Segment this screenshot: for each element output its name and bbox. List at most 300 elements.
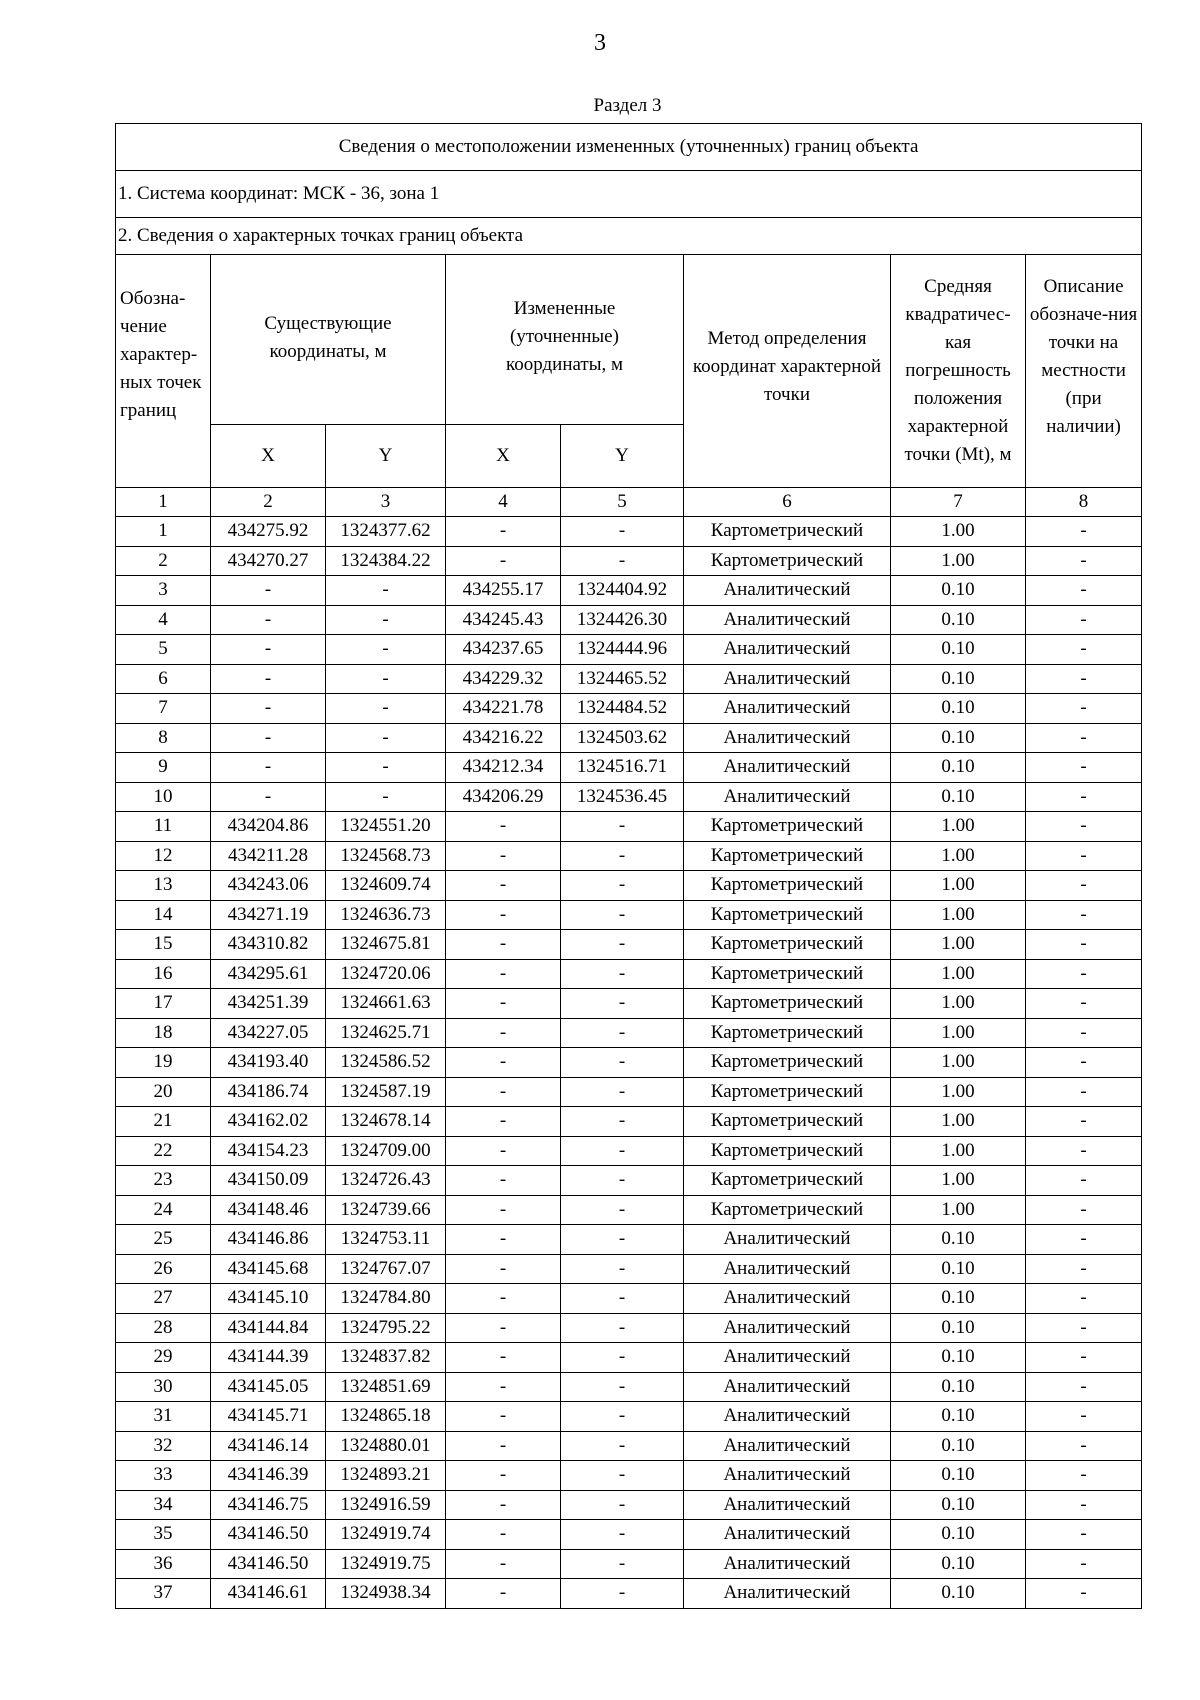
cell-method: Картометрический	[684, 959, 891, 989]
cell-mean-error: 0.10	[891, 1431, 1026, 1461]
cell-mean-error: 0.10	[891, 1225, 1026, 1255]
cell-method: Картометрический	[684, 812, 891, 842]
cell-changed-x: 434221.78	[446, 694, 561, 724]
cell-description: -	[1026, 1579, 1142, 1609]
cell-existing-x: 434251.39	[211, 989, 326, 1019]
cell-existing-x: 434211.28	[211, 841, 326, 871]
cell-point-number: 24	[116, 1195, 211, 1225]
table-row	[116, 959, 1142, 989]
cell-point-number: 28	[116, 1313, 211, 1343]
cell-changed-x: -	[446, 1549, 561, 1579]
cell-method: Аналитический	[684, 1343, 891, 1373]
cell-method: Картометрический	[684, 930, 891, 960]
cell-changed-y: -	[561, 1549, 684, 1579]
table-row	[116, 1461, 1142, 1491]
cell-description: -	[1026, 1225, 1142, 1255]
cell-method: Аналитический	[684, 1402, 891, 1432]
table-row	[116, 1372, 1142, 1402]
cell-description: -	[1026, 812, 1142, 842]
cell-point-number: 1	[116, 517, 211, 547]
cell-description: -	[1026, 664, 1142, 694]
cell-point-number: 10	[116, 782, 211, 812]
cell-existing-x: 434146.86	[211, 1225, 326, 1255]
cell-existing-y: 1324551.20	[326, 812, 446, 842]
cell-changed-x: -	[446, 959, 561, 989]
cell-point-number: 33	[116, 1461, 211, 1491]
cell-existing-y: 1324384.22	[326, 546, 446, 576]
cell-mean-error: 1.00	[891, 1018, 1026, 1048]
cell-changed-y: -	[561, 1520, 684, 1550]
cell-point-number: 35	[116, 1520, 211, 1550]
cell-description: -	[1026, 1461, 1142, 1491]
cell-existing-y: -	[326, 753, 446, 783]
cell-method: Аналитический	[684, 723, 891, 753]
cell-point-number: 20	[116, 1077, 211, 1107]
cell-changed-x: 434212.34	[446, 753, 561, 783]
cell-existing-x: 434145.05	[211, 1372, 326, 1402]
table-row	[116, 989, 1142, 1019]
cell-point-number: 22	[116, 1136, 211, 1166]
cell-description: -	[1026, 841, 1142, 871]
cell-point-number: 18	[116, 1018, 211, 1048]
cell-mean-error: 0.10	[891, 605, 1026, 635]
cell-method: Аналитический	[684, 694, 891, 724]
cell-existing-y: 1324726.43	[326, 1166, 446, 1196]
cell-changed-x: -	[446, 1284, 561, 1314]
cell-existing-x: 434204.86	[211, 812, 326, 842]
cell-existing-x: 434146.61	[211, 1579, 326, 1609]
cell-existing-y: -	[326, 694, 446, 724]
cell-point-number: 23	[116, 1166, 211, 1196]
cell-existing-x: 434270.27	[211, 546, 326, 576]
cell-changed-y: -	[561, 1372, 684, 1402]
cell-point-number: 6	[116, 664, 211, 694]
cell-changed-x: -	[446, 930, 561, 960]
cell-point-number: 2	[116, 546, 211, 576]
cell-mean-error: 1.00	[891, 812, 1026, 842]
cell-mean-error: 0.10	[891, 576, 1026, 606]
table-row	[116, 1048, 1142, 1078]
cell-description: -	[1026, 1372, 1142, 1402]
cell-point-number: 26	[116, 1254, 211, 1284]
cell-changed-y: -	[561, 546, 684, 576]
cell-existing-x: 434145.68	[211, 1254, 326, 1284]
table-row	[116, 517, 1142, 547]
cell-existing-y: -	[326, 635, 446, 665]
cell-changed-x: -	[446, 1077, 561, 1107]
cell-point-number: 27	[116, 1284, 211, 1314]
cell-existing-y: 1324661.63	[326, 989, 446, 1019]
cell-changed-x: 434206.29	[446, 782, 561, 812]
cell-description: -	[1026, 989, 1142, 1019]
cell-mean-error: 0.10	[891, 723, 1026, 753]
cell-changed-y: -	[561, 900, 684, 930]
cell-method: Аналитический	[684, 1490, 891, 1520]
cell-existing-y: 1324586.52	[326, 1048, 446, 1078]
points-heading: 2. Сведения о характерных точках границ объекта	[116, 218, 1142, 255]
cell-changed-y: -	[561, 1077, 684, 1107]
header-existing-x: X	[211, 425, 326, 488]
cell-method: Картометрический	[684, 1018, 891, 1048]
cell-changed-y: -	[561, 812, 684, 842]
cell-existing-y: 1324767.07	[326, 1254, 446, 1284]
cell-mean-error: 1.00	[891, 1107, 1026, 1137]
table-row	[116, 1313, 1142, 1343]
cell-changed-x: 434255.17	[446, 576, 561, 606]
cell-description: -	[1026, 1195, 1142, 1225]
cell-existing-y: 1324784.80	[326, 1284, 446, 1314]
cell-existing-x: 434243.06	[211, 871, 326, 901]
header-changed-coords: Измененные (уточненные) координаты, м	[446, 255, 684, 425]
cell-existing-x: 434162.02	[211, 1107, 326, 1137]
cell-mean-error: 0.10	[891, 1372, 1026, 1402]
cell-method: Аналитический	[684, 1372, 891, 1402]
table-row	[116, 664, 1142, 694]
cell-description: -	[1026, 1254, 1142, 1284]
column-number: 6	[684, 488, 891, 517]
table-row	[116, 1077, 1142, 1107]
cell-point-number: 29	[116, 1343, 211, 1373]
cell-existing-y: 1324837.82	[326, 1343, 446, 1373]
cell-changed-x: -	[446, 871, 561, 901]
cell-point-number: 32	[116, 1431, 211, 1461]
cell-existing-x: 434295.61	[211, 959, 326, 989]
cell-existing-y: -	[326, 782, 446, 812]
column-number: 7	[891, 488, 1026, 517]
cell-description: -	[1026, 1490, 1142, 1520]
cell-changed-y: -	[561, 1136, 684, 1166]
table-row	[116, 1195, 1142, 1225]
cell-changed-y: 1324404.92	[561, 576, 684, 606]
table-row	[116, 1490, 1142, 1520]
cell-point-number: 7	[116, 694, 211, 724]
cell-changed-x: 434229.32	[446, 664, 561, 694]
cell-changed-x: -	[446, 1107, 561, 1137]
cell-point-number: 36	[116, 1549, 211, 1579]
cell-point-number: 19	[116, 1048, 211, 1078]
cell-changed-x: -	[446, 812, 561, 842]
cell-changed-y: -	[561, 1225, 684, 1255]
cell-method: Аналитический	[684, 1431, 891, 1461]
cell-changed-x: -	[446, 1343, 561, 1373]
page-number: 3	[594, 30, 606, 56]
cell-changed-x: -	[446, 900, 561, 930]
cell-changed-x: 434237.65	[446, 635, 561, 665]
cell-changed-y: -	[561, 1402, 684, 1432]
cell-existing-y: 1324865.18	[326, 1402, 446, 1432]
cell-existing-y: 1324636.73	[326, 900, 446, 930]
cell-point-number: 17	[116, 989, 211, 1019]
cell-description: -	[1026, 1107, 1142, 1137]
cell-existing-x: 434146.50	[211, 1549, 326, 1579]
cell-point-number: 3	[116, 576, 211, 606]
cell-mean-error: 0.10	[891, 1549, 1026, 1579]
cell-description: -	[1026, 517, 1142, 547]
cell-changed-x: -	[446, 1254, 561, 1284]
cell-description: -	[1026, 1520, 1142, 1550]
cell-mean-error: 0.10	[891, 694, 1026, 724]
cell-description: -	[1026, 605, 1142, 635]
table-row	[116, 576, 1142, 606]
cell-changed-y: 1324503.62	[561, 723, 684, 753]
cell-changed-x: -	[446, 1520, 561, 1550]
table-row	[116, 635, 1142, 665]
cell-mean-error: 1.00	[891, 989, 1026, 1019]
cell-existing-x: 434144.84	[211, 1313, 326, 1343]
cell-existing-x: 434148.46	[211, 1195, 326, 1225]
cell-changed-y: -	[561, 1284, 684, 1314]
cell-mean-error: 0.10	[891, 1520, 1026, 1550]
cell-existing-x: -	[211, 782, 326, 812]
cell-existing-y: -	[326, 605, 446, 635]
cell-existing-y: 1324753.11	[326, 1225, 446, 1255]
cell-description: -	[1026, 1284, 1142, 1314]
cell-changed-x: -	[446, 1402, 561, 1432]
cell-existing-x: 434144.39	[211, 1343, 326, 1373]
cell-point-number: 8	[116, 723, 211, 753]
cell-existing-x: 434310.82	[211, 930, 326, 960]
table-row	[116, 694, 1142, 724]
cell-existing-y: 1324587.19	[326, 1077, 446, 1107]
cell-existing-x: -	[211, 635, 326, 665]
table-row	[116, 1254, 1142, 1284]
cell-existing-y: 1324938.34	[326, 1579, 446, 1609]
cell-point-number: 21	[116, 1107, 211, 1137]
cell-point-number: 9	[116, 753, 211, 783]
cell-existing-x: 434275.92	[211, 517, 326, 547]
cell-method: Аналитический	[684, 1549, 891, 1579]
cell-existing-y: -	[326, 723, 446, 753]
cell-description: -	[1026, 1048, 1142, 1078]
cell-existing-x: 434146.39	[211, 1461, 326, 1491]
cell-point-number: 34	[116, 1490, 211, 1520]
cell-changed-y: -	[561, 1166, 684, 1196]
cell-mean-error: 1.00	[891, 1166, 1026, 1196]
cell-point-number: 5	[116, 635, 211, 665]
cell-point-number: 30	[116, 1372, 211, 1402]
cell-mean-error: 0.10	[891, 1254, 1026, 1284]
cell-mean-error: 0.10	[891, 1579, 1026, 1609]
cell-description: -	[1026, 1402, 1142, 1432]
cell-method: Аналитический	[684, 782, 891, 812]
cell-existing-x: 434271.19	[211, 900, 326, 930]
table-row	[116, 1018, 1142, 1048]
cell-changed-x: -	[446, 1313, 561, 1343]
cell-changed-x: -	[446, 517, 561, 547]
cell-changed-y: -	[561, 517, 684, 547]
cell-existing-y: 1324720.06	[326, 959, 446, 989]
cell-existing-x: -	[211, 576, 326, 606]
cell-description: -	[1026, 1077, 1142, 1107]
cell-changed-x: 434245.43	[446, 605, 561, 635]
cell-point-number: 14	[116, 900, 211, 930]
cell-changed-y: -	[561, 1490, 684, 1520]
cell-existing-y: 1324709.00	[326, 1136, 446, 1166]
cell-changed-x: -	[446, 1166, 561, 1196]
cell-method: Картометрический	[684, 1048, 891, 1078]
cell-description: -	[1026, 635, 1142, 665]
table-body	[116, 517, 1142, 1609]
cell-method: Картометрический	[684, 841, 891, 871]
cell-changed-y: 1324426.30	[561, 605, 684, 635]
cell-description: -	[1026, 900, 1142, 930]
cell-point-number: 25	[116, 1225, 211, 1255]
cell-existing-y: 1324893.21	[326, 1461, 446, 1491]
cell-changed-y: -	[561, 930, 684, 960]
cell-mean-error: 1.00	[891, 1048, 1026, 1078]
cell-description: -	[1026, 753, 1142, 783]
cell-changed-y: -	[561, 871, 684, 901]
table-row	[116, 841, 1142, 871]
cell-description: -	[1026, 1343, 1142, 1373]
cell-mean-error: 0.10	[891, 664, 1026, 694]
section-title: Раздел 3	[593, 95, 662, 116]
cell-method: Картометрический	[684, 1077, 891, 1107]
cell-method: Аналитический	[684, 605, 891, 635]
table-row	[116, 1343, 1142, 1373]
cell-existing-x: 434150.09	[211, 1166, 326, 1196]
cell-changed-y: 1324516.71	[561, 753, 684, 783]
cell-changed-y: -	[561, 989, 684, 1019]
cell-changed-x: -	[446, 1048, 561, 1078]
table-row	[116, 1284, 1142, 1314]
cell-point-number: 4	[116, 605, 211, 635]
header-changed-x: X	[446, 425, 561, 488]
cell-changed-y: -	[561, 959, 684, 989]
cell-point-number: 12	[116, 841, 211, 871]
cell-description: -	[1026, 1431, 1142, 1461]
cell-existing-y: 1324739.66	[326, 1195, 446, 1225]
cell-existing-x: 434146.14	[211, 1431, 326, 1461]
cell-existing-x: -	[211, 753, 326, 783]
cell-existing-y: 1324795.22	[326, 1313, 446, 1343]
header-description: Описание обозначе-ния точки на местности (при наличии)	[1026, 255, 1142, 488]
cell-changed-y: -	[561, 841, 684, 871]
cell-changed-x: -	[446, 1461, 561, 1491]
cell-description: -	[1026, 576, 1142, 606]
cell-method: Картометрический	[684, 1195, 891, 1225]
cell-mean-error: 1.00	[891, 930, 1026, 960]
cell-changed-y: -	[561, 1254, 684, 1284]
cell-method: Аналитический	[684, 664, 891, 694]
column-number: 4	[446, 488, 561, 517]
table-row	[116, 1520, 1142, 1550]
cell-changed-y: 1324444.96	[561, 635, 684, 665]
cell-existing-x: 434193.40	[211, 1048, 326, 1078]
table-row	[116, 753, 1142, 783]
cell-description: -	[1026, 871, 1142, 901]
cell-changed-x: -	[446, 841, 561, 871]
header-changed-y: Y	[561, 425, 684, 488]
cell-method: Картометрический	[684, 1136, 891, 1166]
cell-description: -	[1026, 546, 1142, 576]
cell-description: -	[1026, 959, 1142, 989]
table-row	[116, 900, 1142, 930]
cell-changed-y: 1324536.45	[561, 782, 684, 812]
cell-existing-y: 1324568.73	[326, 841, 446, 871]
cell-changed-x: -	[446, 989, 561, 1019]
cell-existing-y: 1324678.14	[326, 1107, 446, 1137]
column-number: 5	[561, 488, 684, 517]
cell-existing-x: 434227.05	[211, 1018, 326, 1048]
cell-existing-x: 434146.50	[211, 1520, 326, 1550]
cell-method: Аналитический	[684, 1579, 891, 1609]
cell-changed-y: -	[561, 1461, 684, 1491]
cell-existing-x: 434146.75	[211, 1490, 326, 1520]
cell-method: Картометрический	[684, 517, 891, 547]
column-number: 2	[211, 488, 326, 517]
column-number: 1	[116, 488, 211, 517]
cell-changed-x: -	[446, 1195, 561, 1225]
cell-mean-error: 0.10	[891, 782, 1026, 812]
cell-method: Аналитический	[684, 635, 891, 665]
table-row	[116, 812, 1142, 842]
cell-point-number: 16	[116, 959, 211, 989]
cell-changed-y: -	[561, 1195, 684, 1225]
header-mean-error: Средняя квадратичес-кая погрешность положения характерной точки (Mt), м	[891, 255, 1026, 488]
cell-mean-error: 1.00	[891, 841, 1026, 871]
cell-mean-error: 0.10	[891, 1461, 1026, 1491]
cell-method: Картометрический	[684, 1166, 891, 1196]
cell-changed-y: 1324484.52	[561, 694, 684, 724]
cell-existing-x: -	[211, 664, 326, 694]
table-row	[116, 1136, 1142, 1166]
cell-point-number: 31	[116, 1402, 211, 1432]
cell-description: -	[1026, 1549, 1142, 1579]
cell-mean-error: 1.00	[891, 546, 1026, 576]
cell-point-number: 11	[116, 812, 211, 842]
table-row	[116, 1579, 1142, 1609]
cell-mean-error: 0.10	[891, 635, 1026, 665]
cell-point-number: 37	[116, 1579, 211, 1609]
header-point-designation: Обозна-чение характер-ных точек границ	[116, 255, 211, 488]
coordinate-system: 1. Система координат: МСК - 36, зона 1	[116, 171, 1142, 218]
cell-existing-y: 1324377.62	[326, 517, 446, 547]
header-existing-y: Y	[326, 425, 446, 488]
cell-description: -	[1026, 782, 1142, 812]
cell-changed-y: -	[561, 1048, 684, 1078]
cell-description: -	[1026, 723, 1142, 753]
cell-method: Аналитический	[684, 1520, 891, 1550]
cell-changed-y: -	[561, 1313, 684, 1343]
cell-mean-error: 0.10	[891, 1343, 1026, 1373]
cell-mean-error: 1.00	[891, 871, 1026, 901]
cell-mean-error: 1.00	[891, 517, 1026, 547]
cell-existing-x: -	[211, 723, 326, 753]
cell-method: Картометрический	[684, 546, 891, 576]
table-row	[116, 1225, 1142, 1255]
cell-method: Аналитический	[684, 1225, 891, 1255]
cell-description: -	[1026, 1018, 1142, 1048]
cell-method: Картометрический	[684, 1107, 891, 1137]
cell-existing-y: 1324609.74	[326, 871, 446, 901]
table-title: Сведения о местоположении измененных (уточненных) границ объекта	[116, 124, 1142, 171]
table-row	[116, 1549, 1142, 1579]
cell-method: Аналитический	[684, 1313, 891, 1343]
cell-method: Аналитический	[684, 576, 891, 606]
cell-mean-error: 1.00	[891, 959, 1026, 989]
cell-mean-error: 0.10	[891, 1490, 1026, 1520]
cell-method: Аналитический	[684, 753, 891, 783]
cell-description: -	[1026, 694, 1142, 724]
cell-changed-y: -	[561, 1343, 684, 1373]
cell-method: Аналитический	[684, 1461, 891, 1491]
table-row	[116, 1431, 1142, 1461]
cell-description: -	[1026, 1136, 1142, 1166]
cell-existing-y: -	[326, 664, 446, 694]
cell-changed-x: -	[446, 1372, 561, 1402]
cell-changed-y: -	[561, 1018, 684, 1048]
